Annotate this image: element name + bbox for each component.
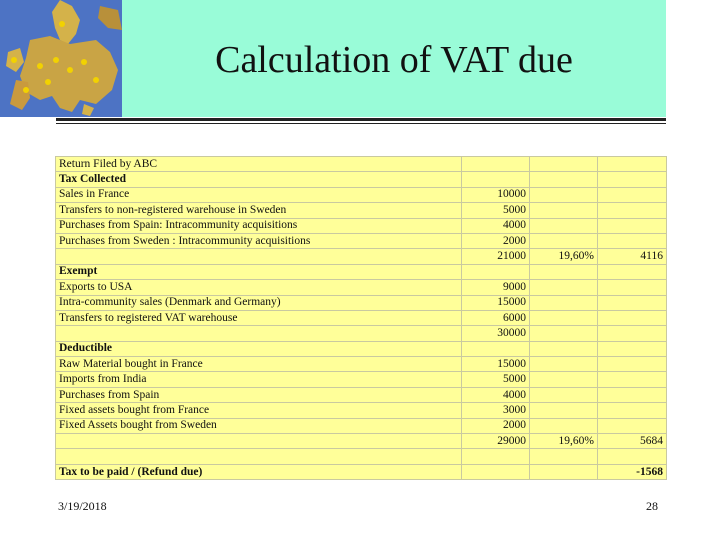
tax-cell — [598, 403, 667, 418]
table-row — [56, 203, 667, 218]
tax-cell — [598, 341, 667, 356]
table-row — [56, 280, 667, 295]
tax-cell — [598, 264, 667, 279]
rate-cell — [530, 326, 598, 341]
table-row — [56, 326, 667, 341]
row-label: Purchases from Spain — [56, 387, 462, 402]
table-row — [56, 403, 667, 418]
amount-cell: 10000 — [462, 187, 530, 202]
row-label — [56, 249, 462, 264]
table-row — [56, 249, 667, 264]
rate-cell — [530, 187, 598, 202]
row-label — [56, 326, 462, 341]
amount-cell: 9000 — [462, 280, 530, 295]
europe-map-image — [0, 0, 122, 117]
table-row — [56, 172, 667, 187]
rate-cell — [530, 449, 598, 464]
rate-cell — [530, 218, 598, 233]
tax-cell — [598, 372, 667, 387]
table-row — [56, 434, 667, 449]
table-row — [56, 157, 667, 172]
amount-cell — [462, 449, 530, 464]
row-label: Tax to be paid / (Refund due) — [56, 464, 462, 479]
row-label: Transfers to non-registered warehouse in Sweden — [56, 203, 462, 218]
slide-header — [0, 0, 666, 117]
row-label: Raw Material bought in France — [56, 357, 462, 372]
rate-cell — [530, 203, 598, 218]
amount-cell: 2000 — [462, 233, 530, 248]
tax-cell — [598, 157, 667, 172]
amount-cell: 21000 — [462, 249, 530, 264]
tax-cell — [598, 449, 667, 464]
row-label: Intra-community sales (Denmark and Germany) — [56, 295, 462, 310]
tax-cell: 5684 — [598, 434, 667, 449]
row-label: Exempt — [56, 264, 462, 279]
amount-cell: 5000 — [462, 203, 530, 218]
tax-cell — [598, 310, 667, 325]
slide-title: Calculation of VAT due — [215, 39, 573, 81]
rate-cell — [530, 357, 598, 372]
amount-cell: 5000 — [462, 372, 530, 387]
rate-cell — [530, 372, 598, 387]
rate-cell — [530, 295, 598, 310]
rate-cell — [530, 310, 598, 325]
rate-cell — [530, 264, 598, 279]
rate-cell: 19,60% — [530, 434, 598, 449]
row-label: Fixed assets bought from France — [56, 403, 462, 418]
amount-cell: 15000 — [462, 295, 530, 310]
row-label: Return Filed by ABC — [56, 157, 462, 172]
table-row — [56, 387, 667, 402]
tax-cell — [598, 280, 667, 295]
row-label — [56, 449, 462, 464]
rate-cell — [530, 418, 598, 433]
tax-cell — [598, 172, 667, 187]
rate-cell — [530, 464, 598, 479]
amount-cell: 29000 — [462, 434, 530, 449]
row-label: Imports from India — [56, 372, 462, 387]
row-label: Exports to USA — [56, 280, 462, 295]
row-label: Transfers to registered VAT warehouse — [56, 310, 462, 325]
rate-cell — [530, 172, 598, 187]
tax-cell — [598, 203, 667, 218]
table-row — [56, 464, 667, 479]
amount-cell: 4000 — [462, 218, 530, 233]
table-row — [56, 418, 667, 433]
row-label: Fixed Assets bought from Sweden — [56, 418, 462, 433]
row-label: Tax Collected — [56, 172, 462, 187]
tax-cell — [598, 418, 667, 433]
amount-cell — [462, 172, 530, 187]
tax-cell — [598, 357, 667, 372]
table-row — [56, 341, 667, 356]
amount-cell — [462, 464, 530, 479]
amount-cell: 30000 — [462, 326, 530, 341]
rate-cell: 19,60% — [530, 249, 598, 264]
amount-cell: 2000 — [462, 418, 530, 433]
row-label: Purchases from Sweden : Intracommunity acquisitions — [56, 233, 462, 248]
table-row — [56, 372, 667, 387]
vat-calculation-table — [55, 156, 667, 480]
table-row — [56, 310, 667, 325]
amount-cell — [462, 341, 530, 356]
rate-cell — [530, 403, 598, 418]
footer-date: 3/19/2018 — [58, 499, 107, 513]
europe-map-icon — [0, 0, 122, 117]
rate-cell — [530, 157, 598, 172]
rate-cell — [530, 233, 598, 248]
table-row — [56, 233, 667, 248]
row-label: Sales in France — [56, 187, 462, 202]
table-row — [56, 264, 667, 279]
row-label: Purchases from Spain: Intracommunity acquisitions — [56, 218, 462, 233]
amount-cell — [462, 157, 530, 172]
title-divider-thin — [56, 123, 666, 124]
amount-cell: 3000 — [462, 403, 530, 418]
rate-cell — [530, 280, 598, 295]
row-label: Deductible — [56, 341, 462, 356]
page-number: 28 — [646, 499, 658, 513]
rate-cell — [530, 341, 598, 356]
title-divider — [56, 118, 666, 121]
tax-cell — [598, 233, 667, 248]
table-row — [56, 357, 667, 372]
tax-cell — [598, 218, 667, 233]
amount-cell: 4000 — [462, 387, 530, 402]
table-row — [56, 295, 667, 310]
tax-cell: 4116 — [598, 249, 667, 264]
tax-cell — [598, 387, 667, 402]
tax-cell — [598, 295, 667, 310]
rate-cell — [530, 387, 598, 402]
amount-cell: 6000 — [462, 310, 530, 325]
table-row — [56, 449, 667, 464]
tax-cell — [598, 187, 667, 202]
table-row — [56, 218, 667, 233]
table-row — [56, 187, 667, 202]
row-label — [56, 434, 462, 449]
amount-cell: 15000 — [462, 357, 530, 372]
amount-cell — [462, 264, 530, 279]
tax-cell — [598, 326, 667, 341]
tax-cell: -1568 — [598, 464, 667, 479]
